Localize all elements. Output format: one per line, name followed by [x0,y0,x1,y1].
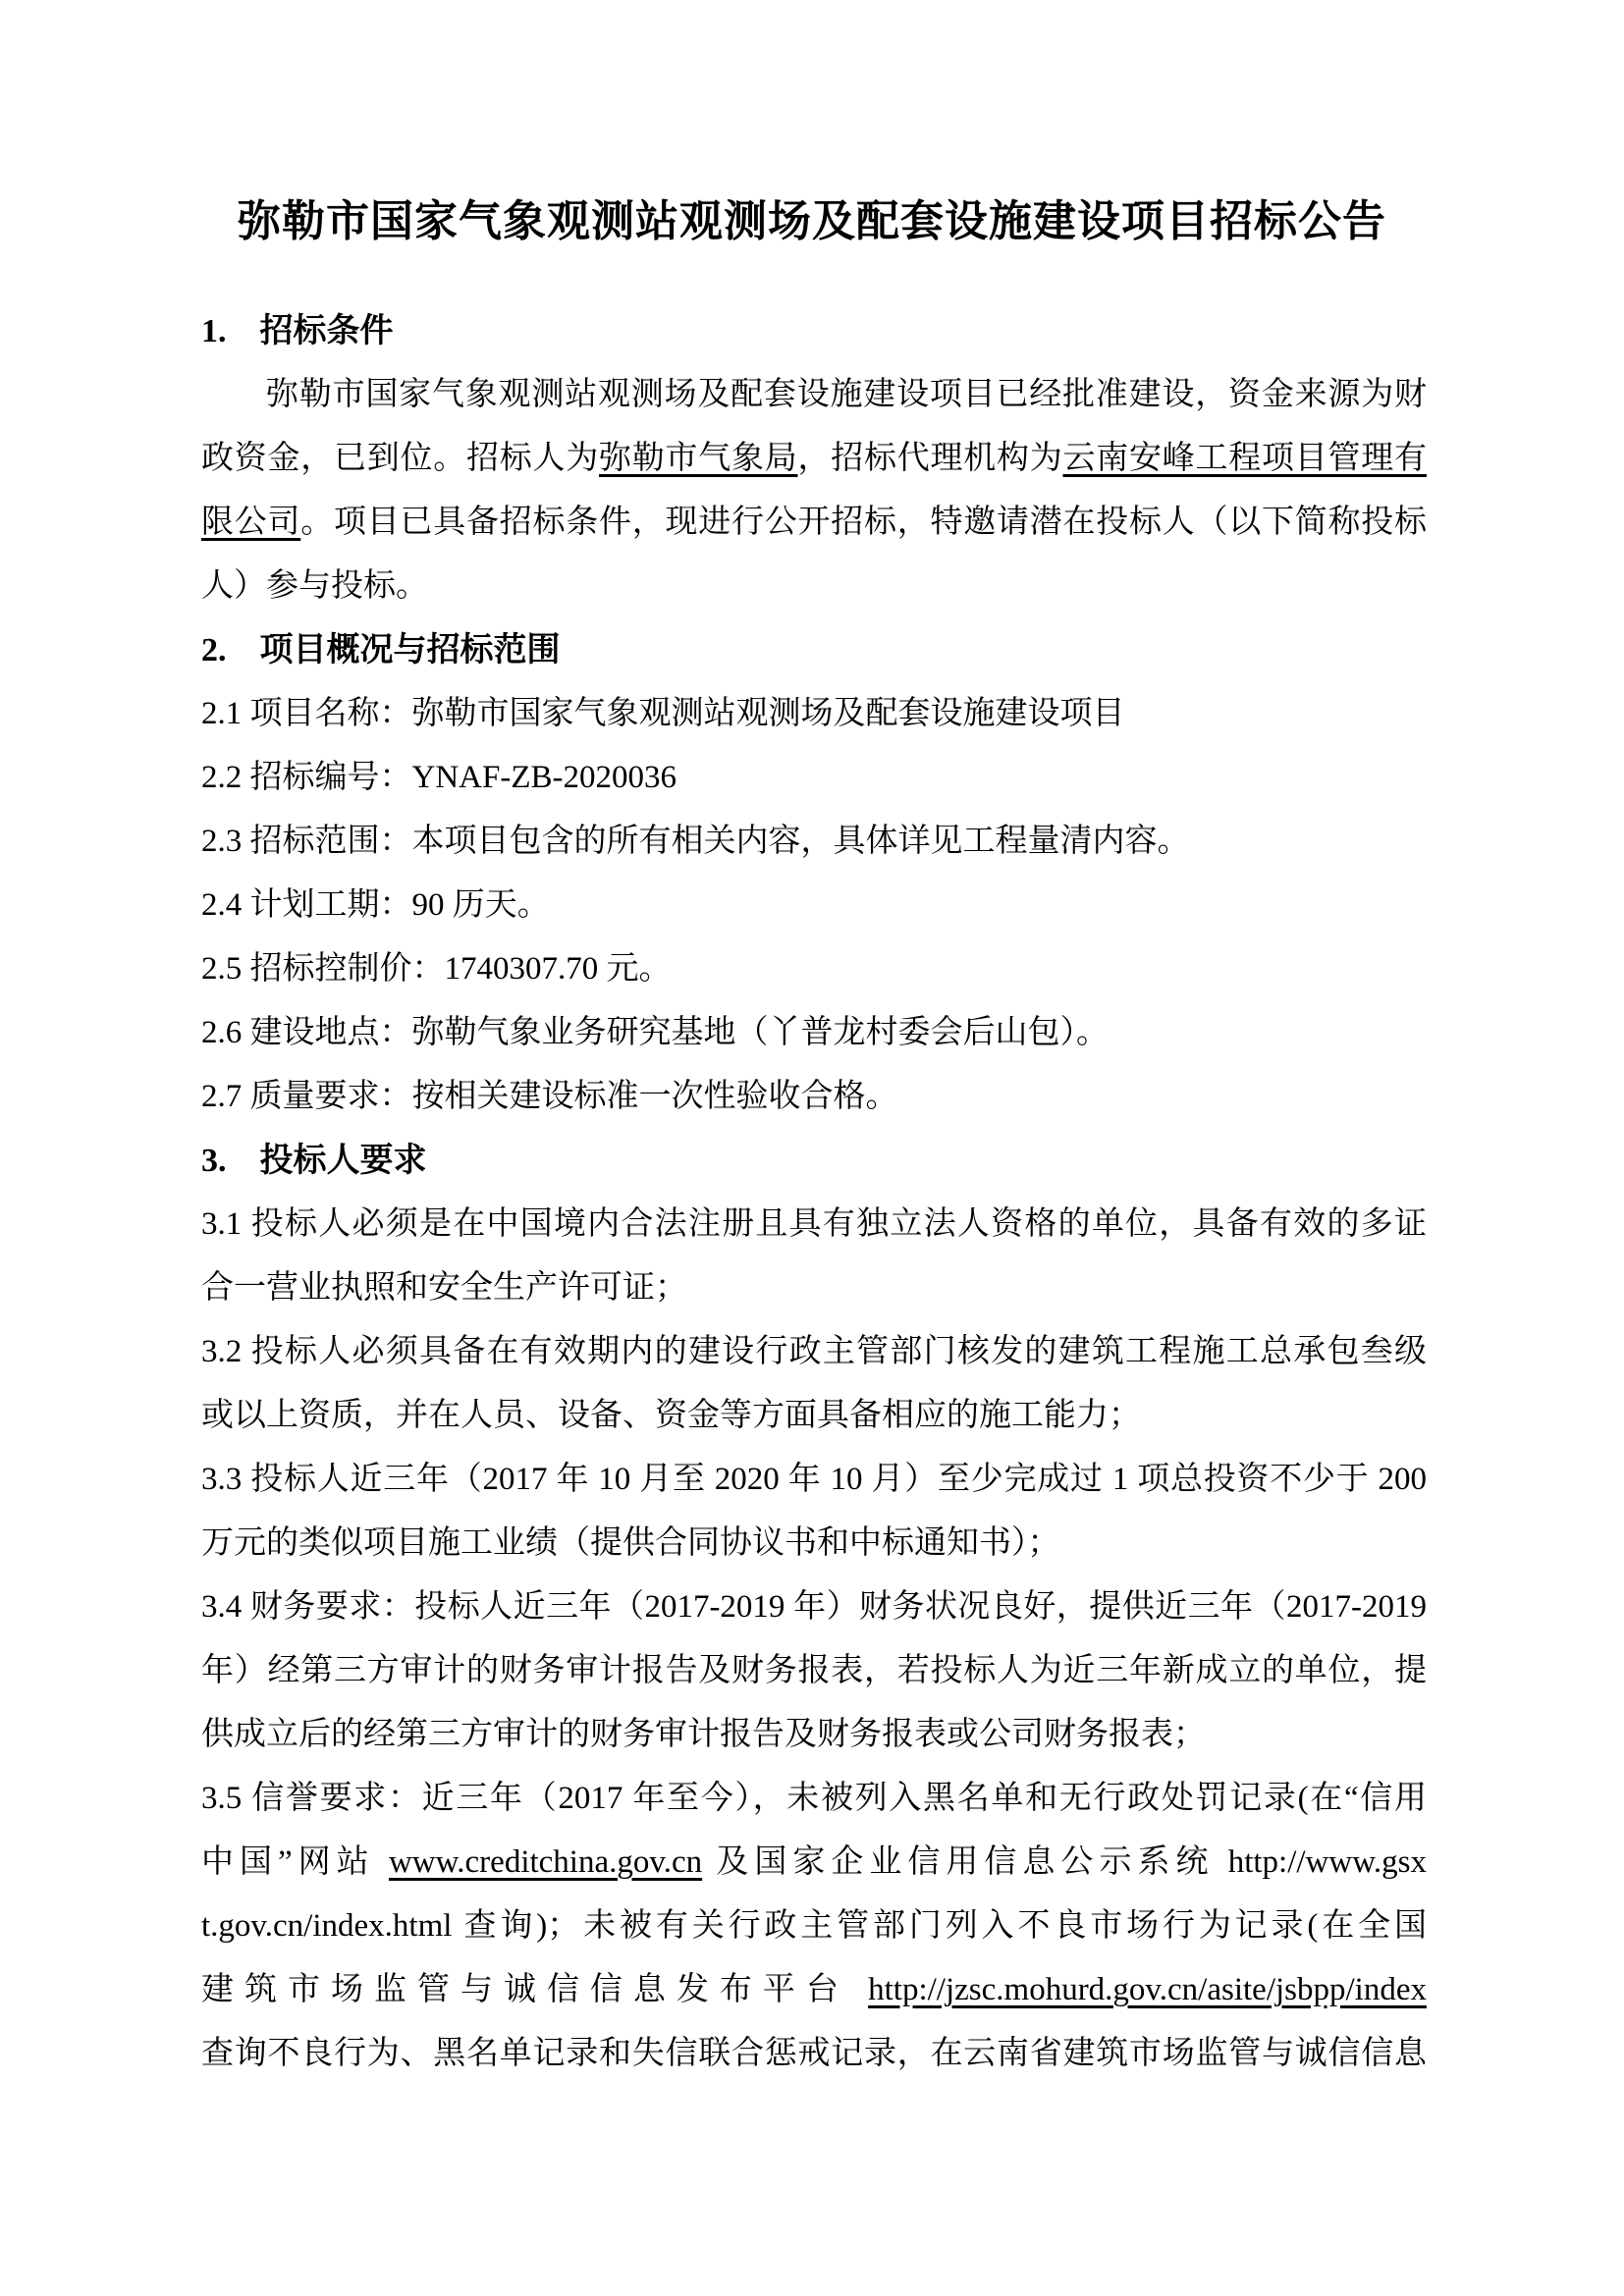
text-segment: 3. 投标人要求 [201,1143,427,1179]
text-segment: 供成立后的经第三方审计的财务审计报告及财务报表或公司财务报表； [201,1717,1206,1752]
text-segment: 万元的类似项目施工业绩（提供合同协议书和中标通知书）； [201,1525,1060,1561]
text-segment: 2.5 招标控制价：1740307.70 元。 [201,951,672,987]
text-segment: 1. 招标条件 [201,313,394,349]
text-segment: ，招标代理机构为 [797,441,1063,476]
text-line [201,1384,1427,1448]
text-line [201,1639,1427,1703]
text-line [201,555,1427,618]
text-line [201,682,1427,746]
text-segment: t.gov.cn/index.html 查询)；未被有关行政主管部门列入不良市场行为记录(在全国 [201,1908,1427,1944]
document-body [201,299,1427,2086]
text-line [201,1575,1427,1639]
underlined-text: 弥勒市气象局 [599,441,798,476]
text-segment: 3.5 信誉要求：近三年（2017 年至今），未被列入黑名单和无行政处罚记录(在“信用 [201,1781,1427,1816]
text-line [201,1512,1427,1575]
text-line [201,1065,1427,1129]
section-heading [201,299,1427,363]
text-segment: 及国家企业信用信息公示系统 http://www.gsx [702,1844,1427,1880]
text-segment: 或以上资质，并在人员、设备、资金等方面具备相应的施工能力； [201,1398,1141,1433]
text-line [201,810,1427,874]
text-segment: 2.2 招标编号：YNAF-ZB-2020036 [201,760,677,795]
text-line [201,874,1427,937]
text-line [201,1320,1427,1384]
text-line [201,491,1427,555]
text-segment: 查询不良行为、黑名单记录和失信联合惩戒记录，在云南省建筑市场监管与诚信信息 [201,2036,1427,2071]
underlined-text: 限公司 [201,505,301,540]
text-segment: 3.2 投标人必须具备在有效期内的建设行政主管部门核发的建筑工程施工总承包叁级 [201,1334,1427,1369]
text-segment: 2.7 质量要求：按相关建设标准一次性验收合格。 [201,1079,898,1114]
text-segment: 2. 项目概况与招标范围 [201,632,561,668]
underlined-text: http://jzsc.mohurd.gov.cn/asite/jsbpp/index [868,1972,1427,2007]
text-segment: 3.1 投标人必须是在中国境内合法注册且具有独立法人资格的单位，具备有效的多证 [201,1206,1427,1242]
text-segment: 人）参与投标。 [201,568,428,604]
text-segment: 政资金，已到位。招标人为 [201,441,599,476]
underlined-text: 云南安峰工程项目管理有 [1062,441,1427,476]
text-line [201,1256,1427,1320]
page-title: 弥勒市国家气象观测站观测场及配套设施建设项目招标公告 [238,197,1386,245]
text-line [201,937,1427,1001]
text-segment: 建筑市场监管与诚信信息发布平台 [201,1972,869,2007]
section-heading [201,1129,1427,1193]
text-line [201,1767,1427,1831]
text-segment: 2.4 计划工期：90 历天。 [201,887,550,923]
text-line [201,1895,1427,1958]
text-segment: 2.1 项目名称：弥勒市国家气象观测站观测场及配套设施建设项目 [201,696,1125,731]
underlined-text: www.creditchina.gov.cn [388,1844,703,1880]
text-line [201,427,1427,491]
text-line [201,363,1427,427]
text-line [201,1001,1427,1065]
text-segment: 3.3 投标人近三年（2017 年 10 月至 2020 年 10 月）至少完成过 1 项总投资不少于 200 [201,1462,1427,1497]
text-segment: 中国”网站 [201,1844,389,1880]
text-segment: 弥勒市国家气象观测站观测场及配套设施建设项目已经批准建设，资金来源为财 [266,377,1427,412]
text-line [201,1703,1427,1767]
text-segment: 2.3 招标范围：本项目包含的所有相关内容，具体详见工程量清内容。 [201,824,1190,859]
text-segment: 2.6 建设地点：弥勒气象业务研究基地（丫普龙村委会后山包）。 [201,1015,1109,1050]
text-segment: 合一营业执照和安全生产许可证； [201,1270,687,1306]
text-line [201,1448,1427,1512]
text-segment: 。项目已具备招标条件，现进行公开招标，特邀请潜在投标人（以下简称投标 [300,505,1427,540]
text-line [201,1193,1427,1256]
text-segment: 年）经第三方审计的财务审计报告及财务报表，若投标人为近三年新成立的单位，提 [201,1653,1427,1688]
text-line [201,1831,1427,1895]
text-line [201,2022,1427,2086]
section-heading [201,618,1427,682]
text-line [201,746,1427,810]
text-line [201,1958,1427,2022]
text-segment: 3.4 财务要求：投标人近三年（2017-2019 年）财务状况良好，提供近三年（2017-2019 [201,1589,1427,1625]
